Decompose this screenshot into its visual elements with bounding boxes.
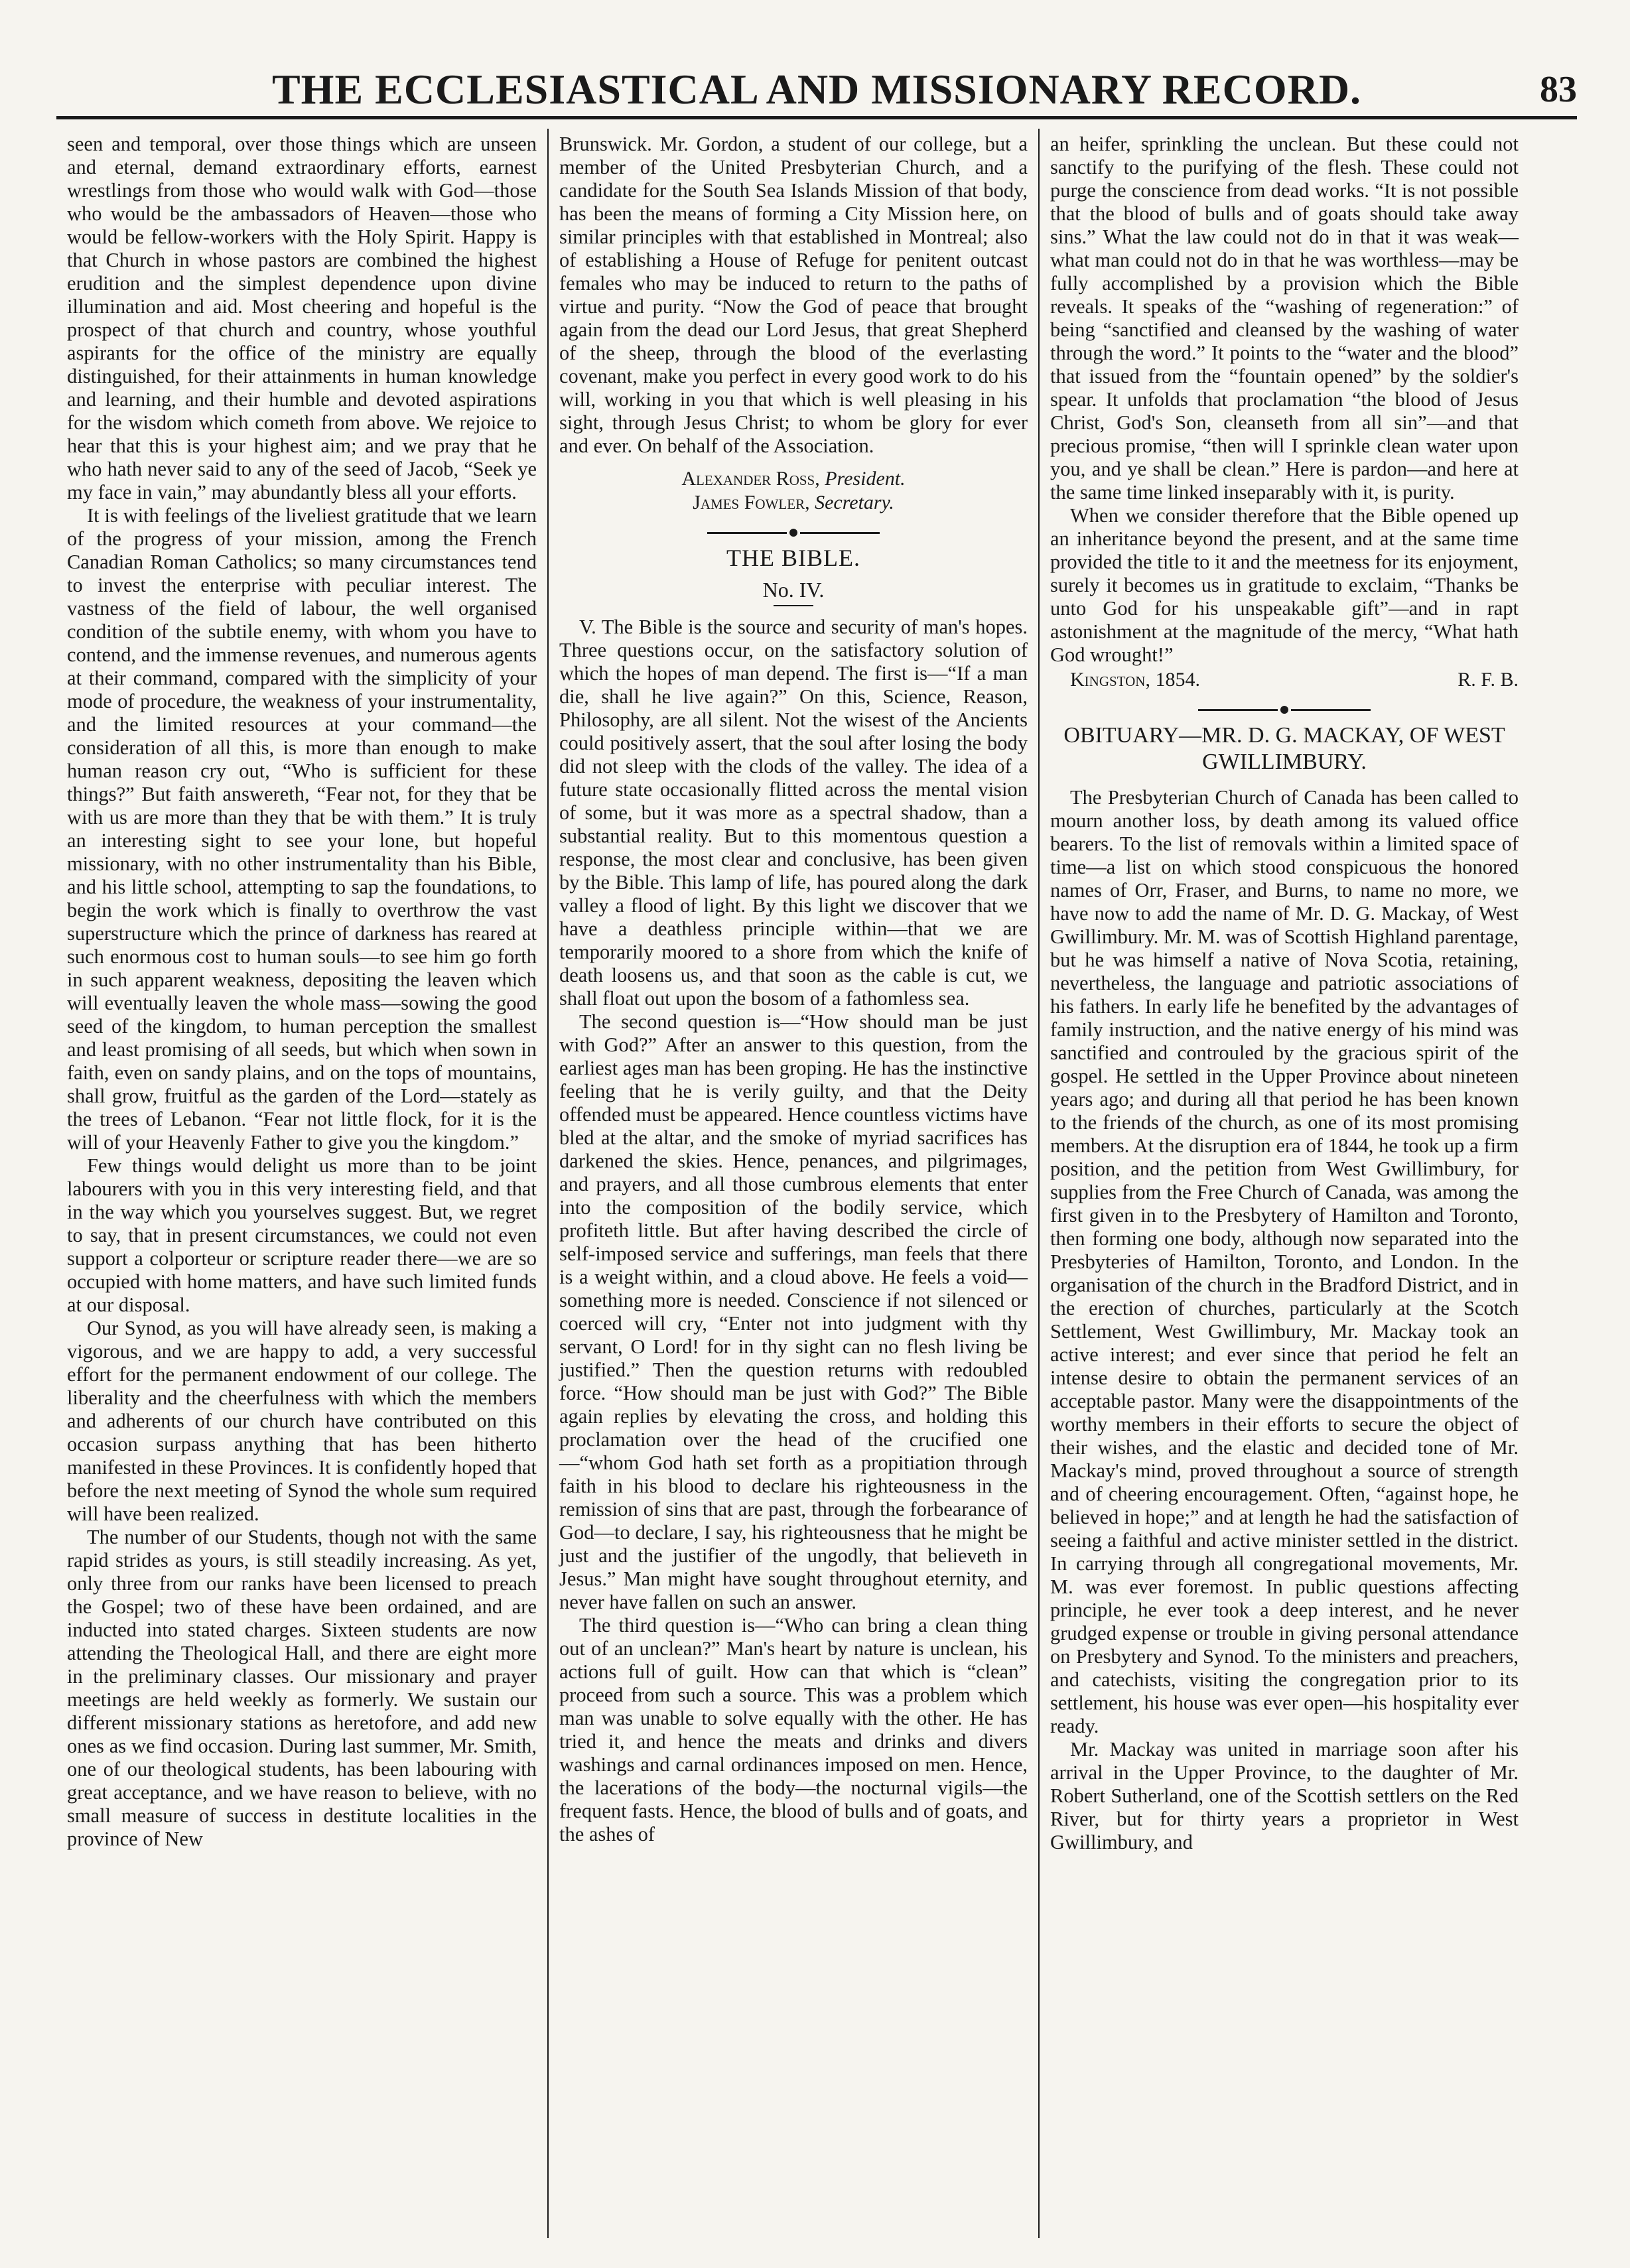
signoff-place: Kingston, 1854.: [1070, 669, 1200, 691]
obituary-title: OBITUARY—MR. D. G. MACKAY, OF WEST GWILLIMBURY.: [1063, 723, 1505, 774]
column-2-paragraph-3: The second question is—“How should man be just with God?” After an answer to this question, from the earliest ages man has been groping. He has the instinctive feeling that he is verily guilty, and that the Deity offended must be appeared. Hence countless victims have bled at the altar, and the smoke of myriad sacrifices has darkened the skies. Hence, penances, and pilgrimages, and prayers, and all those cumbrous elements that enter into the composition of the bodily service, which profiteth little. But after having described the circle of self-imposed service and sufferings, man feels that there is a weight within, and a cloud above. He feels a void—something more is needed. Conscience if not silenced or coerced will cry, “Enter not into judgment with thy servant, O Lord! for in thy sight can no flesh living be justified.” Then the question returns with redoubled force. “How should man be just with God?” The Bible again replies by elevating the cross, and holding this proclamation over the head of the crucified one —“whom God hath set forth as a propitiation through faith in his blood to declare his righteousness in the remission of sins that are past, through the forbearance of God—to declare, I say, his righteousness that he might be just and the justifier of the ungodly, that believeth in Jesus.” Man might have sought throughout eternity, and never have fallen on such an answer.: [559, 1010, 1028, 1613]
signature-secretary: [559, 491, 1028, 515]
president-name: Alexander Ross,: [681, 468, 820, 490]
secretary-name: James Fowler,: [693, 492, 810, 513]
column-1-paragraph-5: The number of our Students, though not with the same rapid strides as yours, is still steadily increasing. As yet, only three from our ranks have been licensed to preach the Gospel; two of these have been ordained, and are inducted into stated charges. Sixteen students are now attending the Theological Hall, and there are eight more in the preliminary classes. Our missionary and prayer meetings are held weekly as formerly. We sustain our different missionary stations as heretofore, and add new ones as we find occasion. During last summer, Mr. Smith, one of our theological students, has been labouring with great acceptance, and we have reason to believe, with no small measure of success in destitute localities in the province of New: [67, 1526, 537, 1850]
column-1-paragraph-4: Our Synod, as you will have already seen, is making a vigorous, and we are happy to add, a very successful effort for the permanent endowment of our college. The liberality and the cheerfulness with which the members and adherents of our church have contributed on this occasion surpass anything that has been hitherto manifested in these Provinces. It is confidently hoped that before the next meeting of Synod the whole sum required will have been realized.: [67, 1317, 537, 1525]
column-container: [56, 129, 1577, 2238]
masthead: [56, 63, 1577, 119]
column-3-paragraph-2: When we consider therefore that the Bible opened up an inheritance beyond the present, and at the same time provided the title to it and the meetness for its enjoyment, surely it becomes us in gratitude to exclaim, “Thanks be unto God for his unspeakable gift”—and in rapt astonishment at the magnitude of the mercy, “What hath God wrought!”: [1050, 504, 1519, 666]
column-2-paragraph-1: Brunswick. Mr. Gordon, a student of our college, but a member of the United Presbyterian Church, and a candidate for the South Sea Islands Mission of that body, has been the means of forming a City Mission here, on similar principles with that established in Montreal; also of establishing a House of Refuge for penitent outcast females who may be induced to return to the paths of virtue and purity. “Now the God of peace that brought again from the dead our Lord Jesus, that great Shepherd of the sheep, through the blood of the everlasting covenant, make you perfect in every good work to do his will, working in you that which is well pleasing in his sight, through Jesus Christ; to whom be glory for ever and ever. On behalf of the Association.: [559, 133, 1028, 457]
column-2-paragraph-2: V. The Bible is the source and security of man's hopes. Three questions occur, on the satisfactory solution of which the hopes of man depend. The first is—“If a man die, shall he live again?” On this, Science, Reason, Philosophy, are all silent. Not the wisest of the Ancients could positively assert, that the soul after losing the body did not sleep with the clods of the valley. The idea of a future state occasionally flitted across the mental vision of some, but it was more as a spectral shadow, than a substantial reality. But to this momentous question a response, the most clear and conclusive, has been given by the Bible. This lamp of life, has poured along the dark valley a flood of light. By this light we discover that we have a deathless principle within—that we are temporarily moored to a shore from which the knife of death loosens us, and that soon as the cable is cut, we shall float out upon the bosom of a fathomless sea.: [559, 616, 1028, 1010]
column-1-paragraph-2: It is with feelings of the liveliest gratitude that we learn of the progress of your mission, among the French Canadian Roman Catholics; so many circumstances tend to invest the enterprise with peculiar interest. The vastness of the field of labour, the well organised condition of the subtile enemy, with whom you have to contend, and the immense revenues, and numerous agents at their command, compared with the simplicity of your mode of procedure, the weakness of your instrumentality, and the limited resources at your command—the consideration of all this, is more than enough to make human reason cry out, “Who is sufficient for these things?” But faith answereth, “Fear not, for they that be with us are more than they that be with them.” It is truly an interesting sight to see your lone, but hopeful missionary, with no other instrumentality than his Bible, and his little school, attempting to sap the foundations, to begin the work which is finally to overthrow the vast superstructure which the prince of darkness has reared at such enormous cost to human souls—to see him go forth in such apparent weakness, depositing the leaven which will eventually leaven the whole mass—sowing the good seed of the kingdom, to human perception the smallest and least promising of all seeds, but which when sown in faith, even on sandy plains, and on the tops of mountains, shall grow, fruitful as the garden of the Lord—stately as the trees of Lebanon. “Fear not little flock, for it is the will of your Heavenly Father to give you the kingdom.”: [67, 504, 537, 1154]
signature-president: [559, 467, 1028, 491]
column-3: [1038, 129, 1529, 2238]
article-signoff: [1050, 668, 1519, 692]
column-1-paragraph-1: seen and temporal, over those things which are unseen and eternal, demand extraordinary efforts, earnest wrestlings from those who would walk with God—those who would be the ambassadors of Heaven—those who would be fellow-workers with the Holy Spirit. Happy is that Church in whose pastors are combined the highest erudition and the simplest dependence upon divine illumination and aid. Most cheering and hopeful is the prospect of that church and country, whose youthful aspirants for the office of the ministry are equally distinguished, for their attainments in human knowledge and learning, and their humble and devoted aspirations for the wisdom which cometh from above. We rejoice to hear that this is your highest aim; and we pray that he who hath never said to any of the seed of Jacob, “Seek ye my face in vain,” may abundantly bless all your efforts.: [67, 133, 537, 503]
secretary-title: Secretary.: [815, 492, 894, 513]
section-number: No. IV.: [559, 577, 1028, 606]
page-number: 83: [1540, 69, 1577, 110]
letter-signatures: [559, 467, 1028, 515]
column-3-paragraph-1: an heifer, sprinkling the unclean. But these could not sanctify to the purifying of the flesh. These could not purge the conscience from dead works. “It is not possible that the blood of bulls and of goats should take away sins.” What the law could not do in that it was weak—what man could not do in that he was worthless—may be fully accomplished by a provision which the Bible reveals. It speaks of the “washing of regeneration:” of being “sanctified and cleansed by the washing of water through the word.” It points to the “water and the blood” that issued from the “fountain opened” by the soldier's spear. It unfolds that proclamation “the blood of Jesus Christ, God's Son, cleanseth from all sin”—and that precious promise, “then will I sprinkle clean water upon you, and ye shall be clean.” Here is pardon—and here at the same time linked inseparably with it, is purity.: [1050, 133, 1519, 503]
column-2-paragraph-4: The third question is—“Who can bring a clean thing out of an unclean?” Man's heart by nature is unclean, his actions full of guilt. How can that which is “clean” proceed from such a source. This was a problem which man was unable to solve equally with the other. He has tried it, and hence the meats and drinks and divers washings and carnal ordinances imposed on men. Hence, the lacerations of the body—the nocturnal vigils—the frequent fasts. Hence, the blood of bulls and of goats, and the ashes of: [559, 1614, 1028, 1845]
publication-title: THE ECCLESIASTICAL AND MISSIONARY RECORD.: [271, 66, 1362, 113]
signoff-initials: R. F. B.: [1458, 669, 1519, 691]
column-3-paragraph-4: Mr. Mackay was united in marriage soon after his arrival in the Upper Province, to the daughter of Mr. Robert Sutherland, one of the Scottish settlers on the Red River, but for thirty years a proprietor in West Gwillimbury, and: [1050, 1738, 1519, 1853]
column-1-paragraph-3: Few things would delight us more than to be joint labourers with you in this very interesting field, and that in the way which you yourselves suggest. But, we regret to say, that in present circumstances, we could not even support a colporteur or scripture reader there—we are so occupied with home matters, and have such limited funds at our disposal.: [67, 1154, 537, 1316]
obituary-divider: [1050, 704, 1519, 716]
section-title: THE BIBLE.: [726, 545, 860, 571]
president-title: President.: [825, 468, 906, 490]
column-2: [547, 129, 1038, 2238]
section-divider: [559, 527, 1028, 539]
column-1: [56, 129, 547, 2238]
column-3-paragraph-3: The Presbyterian Church of Canada has been called to mourn another loss, by death among its valued office bearers. To the list of removals within a limited space of time—a list on which stood conspicuous the honored names of Orr, Fraser, and Burns, to name no more, we have now to add the name of Mr. D. G. Mackay, of West Gwillimbury. Mr. M. was of Scottish Highland parentage, but he was himself a native of Nova Scotia, retaining, nevertheless, the language and patriotic associations of his fathers. In early life he benefited by the advantages of family instruction, and the native energy of his mind was sanctified and controuled by the gracious spirit of the gospel. He settled in the Upper Province about nineteen years ago; and during all that period he has been known to the friends of the church, as one of its most promising members. At the disruption era of 1844, he took up a firm position, and the petition from West Gwillimbury, for supplies from the Free Church of Canada, was among the first given in to the Presbytery of Hamilton and Toronto, then forming one body, although now separated into the Presbyteries of Hamilton, Toronto, and London. In the organisation of the church in the Bradford District, and in the erection of churches, particularly at the Scotch Settlement, West Gwillimbury, Mr. Mackay took an active interest; and ever since that period he felt an intense desire to obtain the permanent services of an acceptable pastor. Many were the disappointments of the worthy members in their efforts to secure the object of their wishes, and the elastic and decided tone of Mr. Mackay's mind, proved throughout a source of strength and of cheering encouragement. Often, “against hope, he believed in hope;” and at length he had the satisfaction of seeing a faithful and active minister settled in the district. In carrying through all congregational movements, Mr. M. was ever foremost. In public questions affecting principle, he ever took a deep interest, and he never grudged expense or trouble in giving personal attendance on Presbytery and Synod. To the ministers and preachers, and catechists, visiting the congregation prior to its settlement, his house was ever open—his hospitality ever ready.: [1050, 786, 1519, 1737]
